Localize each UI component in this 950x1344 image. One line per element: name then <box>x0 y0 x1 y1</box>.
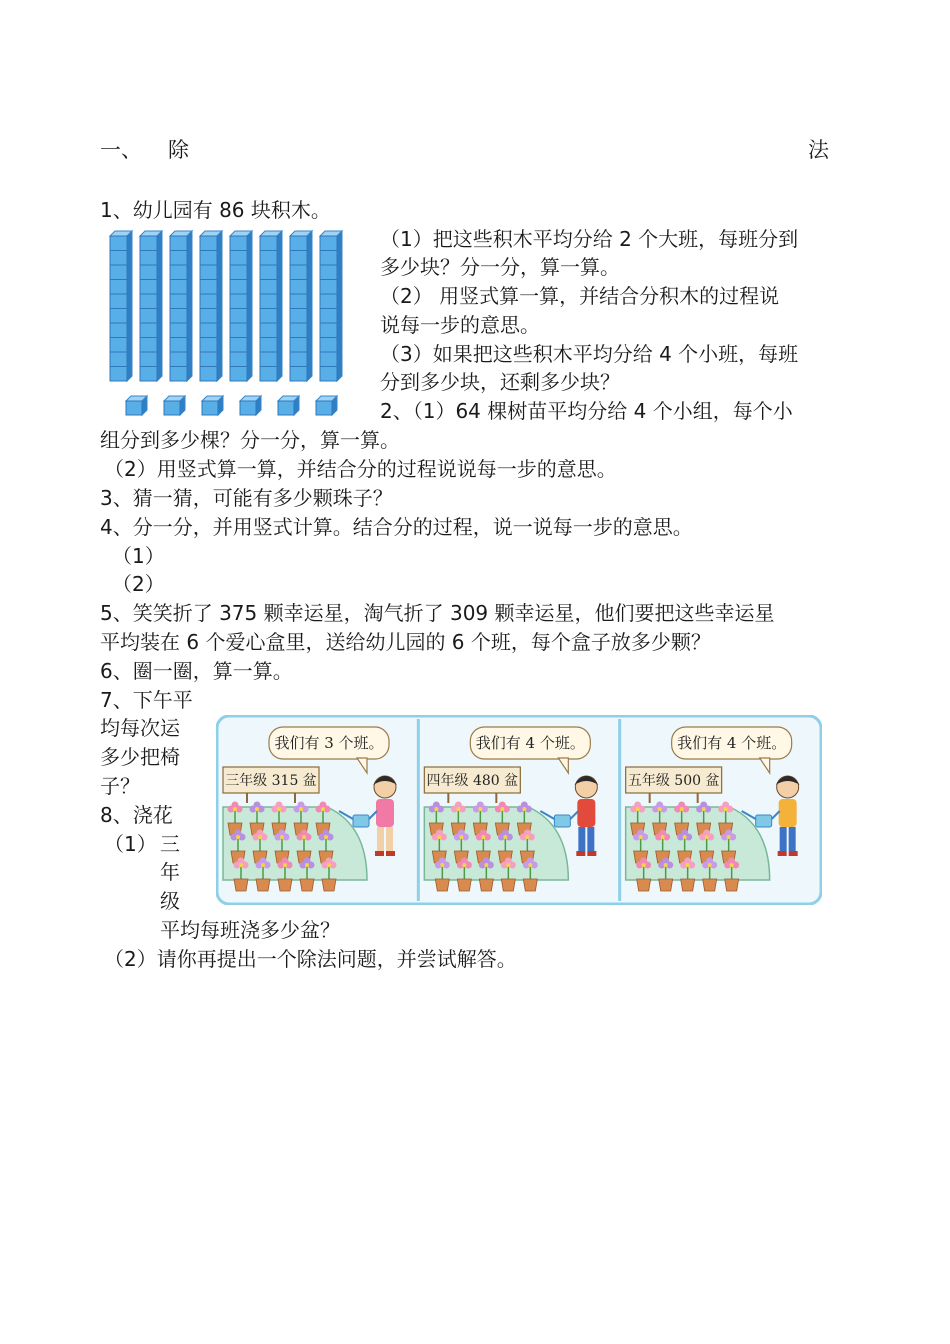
q4-line: 4、分一分，并用竖式计算。结合分的过程，说一说每一步的意思。 <box>100 515 693 539</box>
q7-line3: 多少把椅 <box>100 745 180 769</box>
q5-line1: 5、笑笑折了 375 颗幸运星，淘气折了 309 颗幸运星，他们要把这些幸运星 <box>100 601 775 625</box>
ten-rod <box>110 231 132 381</box>
base-ten-blocks-figure <box>104 228 354 420</box>
ten-rod <box>320 231 342 381</box>
section-heading-right: 法 <box>808 138 829 162</box>
watering-flowers-illustration <box>216 715 822 905</box>
q8-line2: 平均每班浇多少盆？ <box>160 918 340 942</box>
sign-text: 三年级 315 盆 <box>225 773 317 789</box>
ten-rod <box>170 231 192 381</box>
q8-line1: 8、浇花 <box>100 803 173 827</box>
q4-sub1: （1） <box>112 544 165 568</box>
q1-title: 1、幼儿园有 86 块积木。 <box>100 198 331 222</box>
ten-rod <box>200 231 222 381</box>
q3-line: 3、猜一猜，可能有多少颗珠子？ <box>100 486 393 510</box>
q7-line2: 均每次运 <box>100 716 180 740</box>
unit-cube <box>240 396 261 415</box>
q1-part3-line1: （3）如果把这些积木平均分给 4 个小班，每班 <box>380 342 799 366</box>
q7-line1: 7、下午平 <box>100 688 193 712</box>
q8-sub1: （1） <box>104 832 157 856</box>
q8-char3: 级 <box>160 889 180 913</box>
ten-rod <box>260 231 282 381</box>
ten-rod <box>140 231 162 381</box>
section-heading-left: 一、 <box>100 138 142 162</box>
q1-part2-line2: 说每一步的意思。 <box>380 313 540 337</box>
q6-line: 6、圈一圈，算一算。 <box>100 659 293 683</box>
q2-line2: 组分到多少棵？分一分，算一算。 <box>100 428 400 452</box>
q2-line3: （2）用竖式算一算，并结合分的过程说说每一步的意思。 <box>104 457 617 481</box>
sign-text: 五年级 500 盆 <box>627 773 720 789</box>
sign-text: 四年级 480 盆 <box>426 773 519 789</box>
bubble-text: 我们有 4 个班。 <box>475 734 585 752</box>
q1-part1-line2: 多少块？分一分，算一算。 <box>380 255 620 279</box>
unit-cube <box>316 396 337 415</box>
q1-part3-line2: 分到多少块，还剩多少块？ <box>380 370 620 394</box>
q8-char2: 年 <box>160 860 180 884</box>
q7-line4: 子？ <box>100 774 140 798</box>
q8-char1: 三 <box>160 832 180 856</box>
section-heading-middle: 除 <box>168 138 189 162</box>
q5-line2: 平均装在 6 个爱心盒里，送给幼儿园的 6 个班，每个盒子放多少颗？ <box>100 630 711 654</box>
unit-cube <box>278 396 299 415</box>
ten-rod <box>290 231 312 381</box>
bubble-text: 我们有 3 个班。 <box>274 734 384 752</box>
q4-sub2: （2） <box>112 572 165 596</box>
q2-line1: 2、（1）64 棵树苗平均分给 4 个小组，每个小 <box>380 399 793 423</box>
ten-rod <box>230 231 252 381</box>
unit-cube <box>126 396 147 415</box>
unit-cube <box>202 396 223 415</box>
unit-cube <box>164 396 185 415</box>
q1-part2-line1: （2） 用竖式算一算，并结合分积木的过程说 <box>380 284 780 308</box>
q8-line3: （2）请你再提出一个除法问题，并尝试解答。 <box>104 947 517 971</box>
q1-part1-line1: （1）把这些积木平均分给 2 个大班，每班分到 <box>380 227 799 251</box>
bubble-text: 我们有 4 个班。 <box>677 734 787 752</box>
